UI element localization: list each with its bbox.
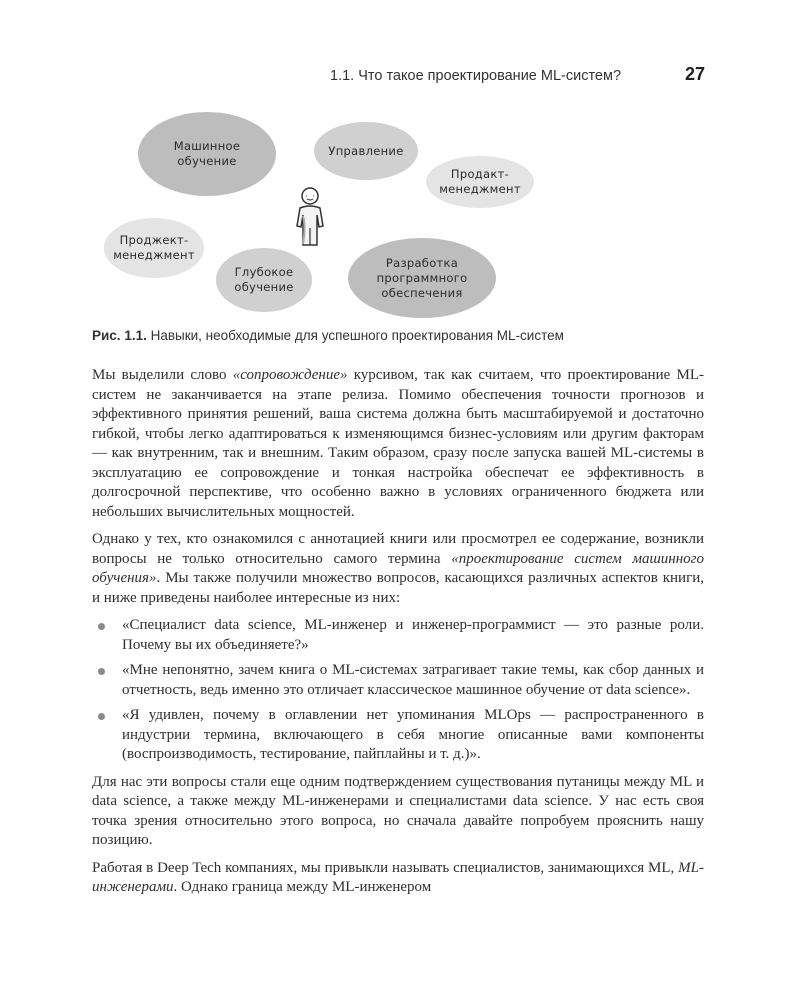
bubble-label: обучение: [177, 154, 237, 168]
bubble-label: Проджект-: [119, 233, 189, 247]
bubble-label: программного: [376, 270, 468, 285]
emphasis: «сопровождение»: [232, 367, 348, 383]
figure-caption: [92, 328, 712, 343]
text-run: Работая в Deep Tech компаниях, мы привыкли называть специалистов, занимающихся ML,: [92, 859, 679, 876]
person-figure-icon: [285, 186, 335, 246]
skills-figure: [92, 108, 542, 320]
text-run: . Однако граница между ML-инженером: [173, 879, 432, 895]
paragraph-2: [92, 530, 704, 608]
bubble-label: менеджмент: [439, 182, 521, 196]
bubble-product-management: [426, 156, 534, 208]
bubble-label: Управление: [328, 143, 404, 158]
bubble-management: [314, 122, 418, 180]
list-item: [92, 616, 704, 655]
bubble-label: Разработка: [385, 255, 459, 270]
running-head: [330, 64, 705, 88]
bubble-label: обеспечения: [381, 285, 463, 300]
text-run: . Мы также получили множество вопросов, касающихся различных аспектов книги, и ниже приведены наиболее интересные из них:: [92, 570, 704, 606]
bullet-icon: [98, 668, 105, 675]
list-item-text: «Мне непонятно, зачем книга о ML-системах затрагивает такие темы, как сбор данных и отчетность, ведь именно это отличает классическое машинное обучение от data science».: [122, 662, 704, 698]
bubble-label: Продакт-: [450, 167, 510, 181]
bubble-deep-learning: [216, 248, 312, 312]
caption-text: Навыки, необходимые для успешного проектирования ML-систем: [146, 328, 564, 343]
bubble-label: обучение: [234, 280, 294, 294]
bubble-project-management: [104, 218, 204, 278]
text-run: Однако у тех, кто ознакомился с аннотацией книги или просмотрел ее содержание, возникли вопросы не только относительно самого термина: [92, 531, 704, 567]
emphasis: «проектирование систем машинного обучения»: [92, 550, 704, 586]
body-text: [92, 366, 704, 906]
bubble-label: Глубокое: [234, 265, 294, 279]
caption-label: Рис. 1.1.: [92, 328, 147, 343]
list-item-text: «Специалист data science, ML-инженер и инженер-программист — это разные роли. Почему вы их объединяете?»: [122, 617, 704, 653]
question-list: [92, 616, 704, 765]
paragraph-4: [92, 859, 704, 898]
bubble-machine-learning: [138, 112, 276, 196]
bubble-label: Машинное: [173, 139, 241, 153]
bullet-icon: [98, 623, 105, 630]
list-item-text: «Я удивлен, почему в оглавлении нет упоминания MLOps — распространенного в индустрии термина, включающего в себя многие описанные вами компоненты (воспроизводимость, тестирование, пайплайны и т. д.)».: [122, 707, 704, 762]
paragraph-1: [92, 366, 704, 522]
list-item: [92, 706, 704, 765]
bubble-software-engineering: [348, 238, 496, 318]
emphasis: ML-инженерами: [92, 859, 704, 895]
bullet-icon: [98, 713, 105, 720]
paragraph-3: Для нас эти вопросы стали еще одним подтверждением существования путаницы между ML и data science, а также между ML-инженерами и специалистами data science. У нас есть своя точка зрения относительно этого вопроса, но сначала давайте попробуем прояснить нашу позицию.: [92, 773, 704, 848]
text-run: курсивом, так как считаем, что проектирование ML-систем не заканчивается на этапе релиза. Помимо обеспечения точности прогнозов и эффективного принятия решений, ваша система должна быть масштабируемой и достаточно гибкой, чтобы легко адаптироваться к изменяющимся бизнес-условиям или другим факторам — как внутренним, так и внешним. Таким образом, сразу после запуска вашей ML-системы в эксплуатацию ее сопровождение и тонкая настройка обеспечат ее эффективность в долгосрочной перспективе, что особенно важно в условиях ограниченного бюджета или небольших вычислительных мощностей.: [92, 367, 705, 520]
list-item: [92, 661, 704, 700]
bubble-label: менеджмент: [113, 248, 195, 262]
text-run: Мы выделили слово: [92, 367, 233, 383]
section-title: 1.1. Что такое проектирование ML-систем?: [330, 68, 622, 84]
page-number: 27: [684, 64, 705, 84]
